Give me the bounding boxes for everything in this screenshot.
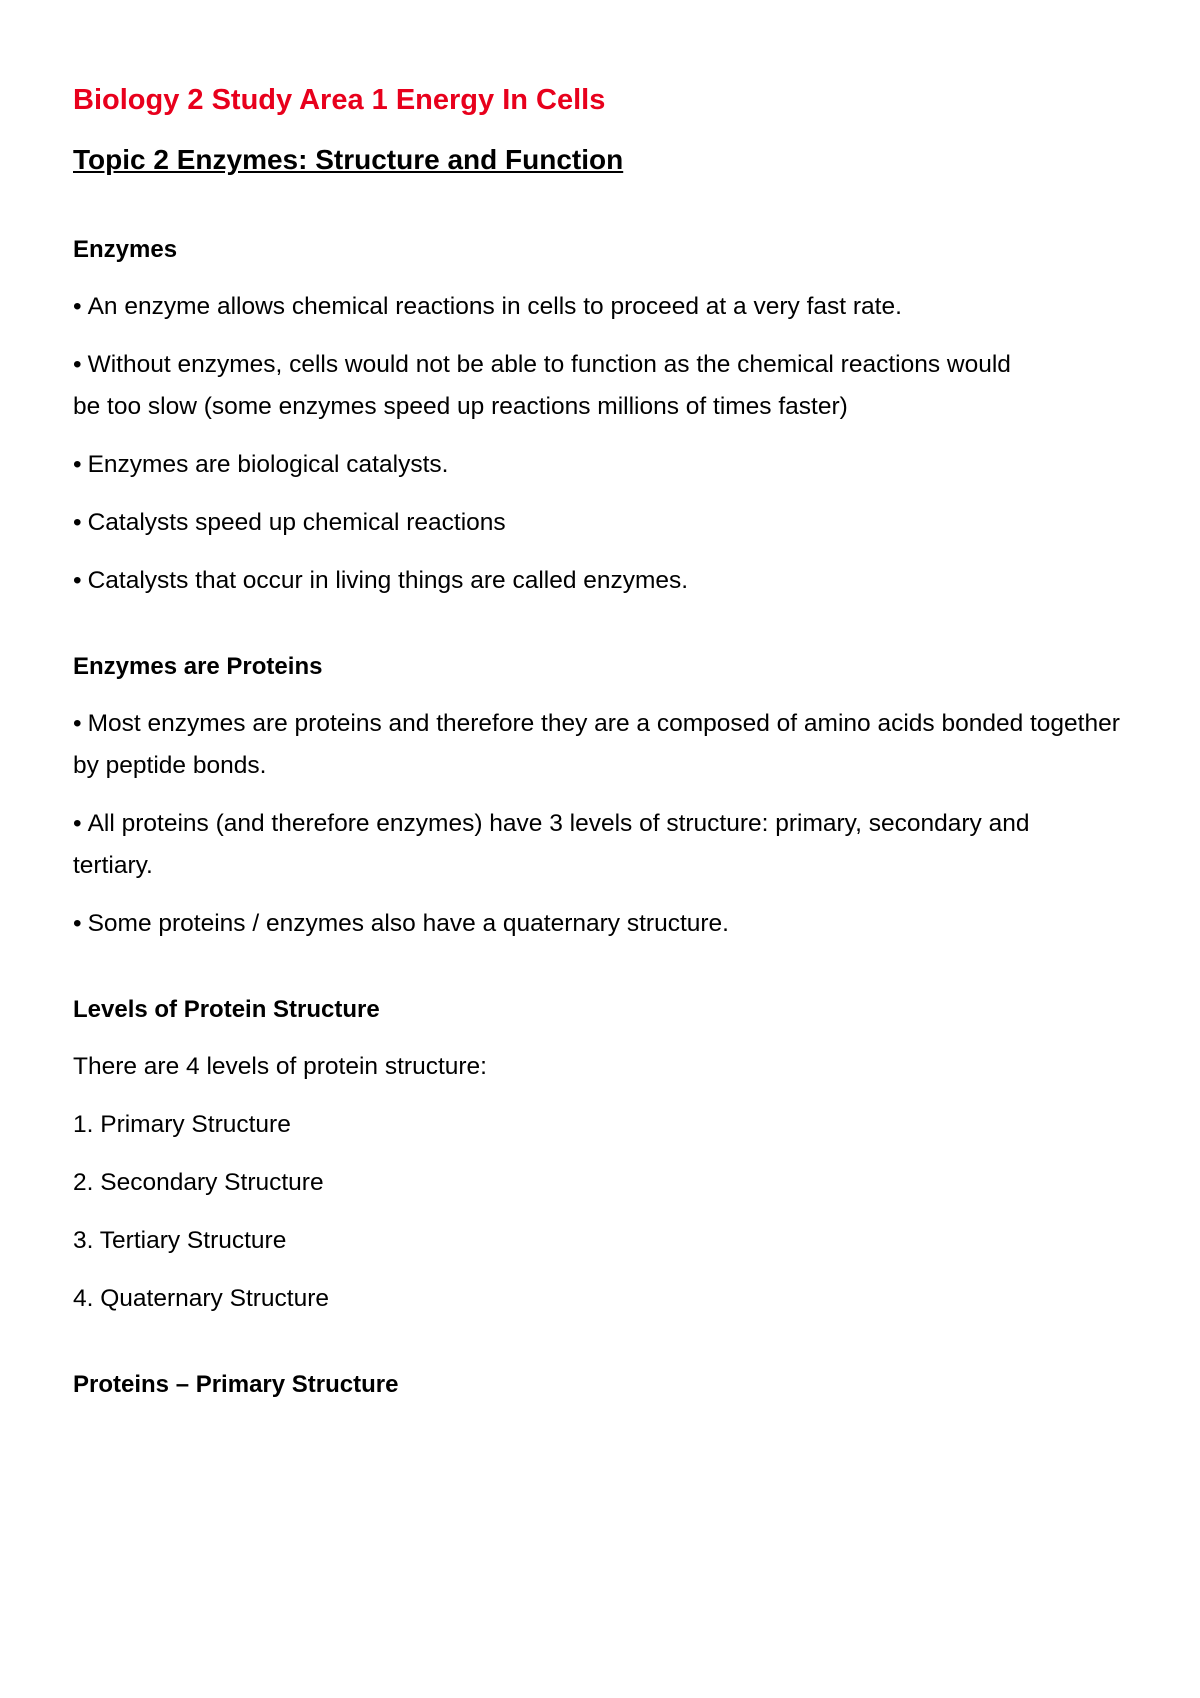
numbered-item: 1. Primary Structure — [73, 1111, 291, 1138]
bullet-icon: • — [73, 567, 82, 594]
bullet-item — [73, 444, 1133, 486]
document-title: Biology 2 Study Area 1 Energy In Cells — [73, 84, 606, 116]
bullet-icon: • — [73, 451, 82, 478]
bullet-icon: • — [73, 910, 82, 937]
bullet-item — [73, 560, 1133, 602]
section-levels-of-protein-structure — [73, 990, 1133, 1320]
bullet-icon: • — [73, 509, 82, 536]
section-heading: Levels of Protein Structure — [73, 996, 380, 1023]
section-heading: Enzymes are Proteins — [73, 653, 323, 680]
topic-title: Topic 2 Enzymes: Structure and Function — [73, 144, 624, 175]
numbered-item: 4. Quaternary Structure — [73, 1285, 330, 1312]
bullet-text: All proteins (and therefore enzymes) have 3 levels of structure: primary, secondary and tertiary. — [73, 810, 1030, 879]
document-content — [73, 70, 1133, 1421]
bullet-icon: • — [73, 293, 82, 320]
bullet-item — [73, 703, 1133, 787]
bullet-text: An enzyme allows chemical reactions in cells to proceed at a very fast rate. — [87, 293, 902, 320]
bullet-text: Some proteins / enzymes also have a quaternary structure. — [87, 910, 729, 937]
numbered-item: 3. Tertiary Structure — [73, 1227, 287, 1254]
section-primary-structure — [73, 1365, 1133, 1405]
bullet-text: Catalysts speed up chemical reactions — [87, 509, 506, 536]
bullet-icon: • — [73, 710, 82, 737]
bullet-item — [73, 502, 1133, 544]
bullet-text: Catalysts that occur in living things are called enzymes. — [87, 567, 689, 594]
bullet-text: Enzymes are biological catalysts. — [87, 451, 449, 478]
section-enzymes-are-proteins — [73, 647, 1133, 945]
bullet-icon: • — [73, 810, 82, 837]
bullet-icon: • — [73, 351, 82, 378]
bullet-item — [73, 286, 1073, 328]
section-enzymes — [73, 230, 1133, 602]
bullet-item — [73, 903, 1133, 945]
intro-text: There are 4 levels of protein structure: — [73, 1053, 487, 1080]
section-heading: Proteins – Primary Structure — [73, 1371, 399, 1398]
bullet-text: Most enzymes are proteins and therefore they are a composed of amino acids bonded together by peptide bonds. — [73, 710, 1120, 779]
numbered-item: 2. Secondary Structure — [73, 1169, 324, 1196]
section-heading: Enzymes — [73, 236, 178, 263]
bullet-item — [73, 803, 1033, 887]
bullet-item — [73, 344, 1033, 428]
bullet-text: Without enzymes, cells would not be able to function as the chemical reactions would be too slow (some enzymes speed up reactions millions of times faster) — [73, 351, 1011, 420]
